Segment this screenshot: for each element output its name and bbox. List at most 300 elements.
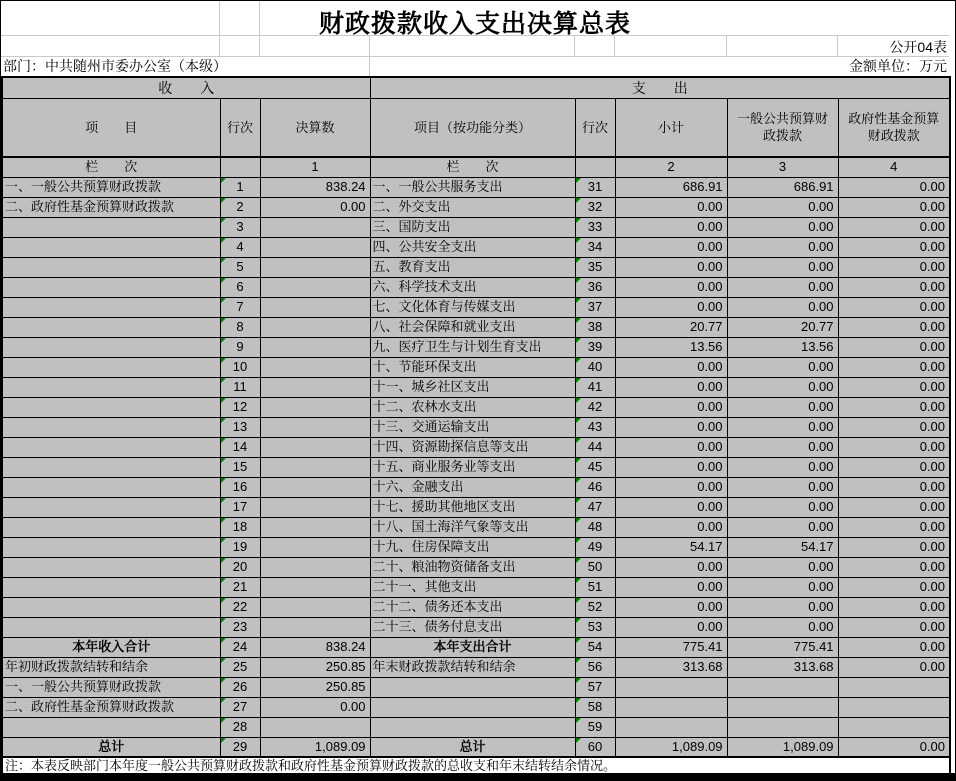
income-item-cell[interactable] [2, 697, 220, 717]
cell-corner-triangle-icon [576, 338, 581, 343]
exp-subtotal-cell[interactable] [615, 297, 727, 317]
exp-item-cell[interactable] [370, 497, 575, 517]
income-value-cell[interactable] [260, 297, 370, 317]
income-value-cell[interactable] [260, 637, 370, 657]
income-item-cell[interactable] [2, 317, 220, 337]
exp-item-cell[interactable] [370, 457, 575, 477]
income-value-cell[interactable] [260, 717, 370, 737]
income-value-cell[interactable] [260, 617, 370, 637]
exp-item-cell[interactable] [370, 357, 575, 377]
exp-line-cell[interactable] [575, 537, 615, 557]
exp-item-cell[interactable] [370, 637, 575, 657]
lanci-blank-cell[interactable] [575, 157, 615, 177]
exp-line-cell[interactable] [575, 337, 615, 357]
income-item-cell[interactable] [2, 177, 220, 197]
exp-fund-cell[interactable] [838, 537, 950, 557]
exp-line-cell[interactable] [575, 677, 615, 697]
income-item-cell-text: 本年收入合计 [72, 639, 151, 654]
exp-item-cell[interactable] [370, 297, 575, 317]
exp-item-cell[interactable] [370, 697, 575, 717]
exp-line-cell-text: 50 [587, 559, 603, 574]
exp-line-cell[interactable] [575, 297, 615, 317]
exp-subtotal-cell[interactable] [615, 597, 727, 617]
exp-subtotal-cell-text: 0.00 [697, 439, 723, 454]
exp-general-cell-text: 0.00 [808, 399, 834, 414]
exp-item-cell[interactable] [370, 437, 575, 457]
col-header-income-item[interactable]: 项 目 [2, 98, 220, 157]
income-item-cell[interactable] [2, 477, 220, 497]
exp-subtotal-cell[interactable] [615, 277, 727, 297]
income-line-cell[interactable] [220, 657, 260, 677]
income-item-cell[interactable] [2, 577, 220, 597]
exp-fund-cell[interactable] [838, 337, 950, 357]
exp-subtotal-cell[interactable] [615, 657, 727, 677]
exp-line-cell[interactable] [575, 577, 615, 597]
income-value-cell[interactable] [260, 417, 370, 437]
exp-general-cell[interactable] [727, 297, 838, 317]
exp-general-cell[interactable] [727, 257, 838, 277]
exp-subtotal-cell[interactable] [615, 177, 727, 197]
exp-subtotal-cell[interactable] [615, 637, 727, 657]
cell-corner-triangle-icon [576, 558, 581, 563]
exp-item-cell[interactable] [370, 477, 575, 497]
exp-subtotal-cell-text: 0.00 [697, 219, 723, 234]
exp-general-cell-text: 0.00 [808, 299, 834, 314]
income-value-cell[interactable] [260, 317, 370, 337]
exp-line-cell[interactable] [575, 617, 615, 637]
exp-fund-cell[interactable] [838, 237, 950, 257]
income-value-cell[interactable] [260, 497, 370, 517]
exp-line-cell-text: 57 [587, 679, 603, 694]
cell-corner-triangle-icon [576, 638, 581, 643]
income-line-cell[interactable] [220, 737, 260, 757]
exp-fund-cell[interactable] [838, 617, 950, 637]
col-header-exp-subtotal[interactable]: 小计 [615, 98, 727, 157]
exp-subtotal-cell[interactable] [615, 417, 727, 437]
exp-subtotal-cell[interactable] [615, 257, 727, 277]
column-number-3[interactable]: 3 [727, 157, 838, 177]
exp-subtotal-cell-text: 686.91 [682, 179, 723, 194]
income-line-cell[interactable] [220, 317, 260, 337]
exp-general-cell[interactable] [727, 397, 838, 417]
exp-line-cell[interactable] [575, 317, 615, 337]
exp-subtotal-cell[interactable] [615, 537, 727, 557]
income-line-cell[interactable] [220, 697, 260, 717]
exp-item-cell[interactable] [370, 557, 575, 577]
exp-item-cell-text: 十一、城乡社区支出 [372, 379, 490, 394]
income-item-cell[interactable] [2, 497, 220, 517]
exp-line-cell[interactable] [575, 597, 615, 617]
income-line-cell[interactable] [220, 717, 260, 737]
income-line-cell[interactable] [220, 557, 260, 577]
income-item-cell[interactable] [2, 517, 220, 537]
exp-fund-cell-text: 0.00 [919, 599, 946, 614]
table-row [2, 317, 950, 337]
exp-general-cell[interactable] [727, 697, 838, 717]
col-header-income-line[interactable]: 行次 [220, 98, 260, 157]
exp-line-cell[interactable] [575, 557, 615, 577]
exp-item-cell[interactable] [370, 277, 575, 297]
income-item-cell[interactable] [2, 617, 220, 637]
exp-line-cell-text: 32 [587, 199, 603, 214]
income-value-cell[interactable] [260, 737, 370, 757]
exp-line-cell[interactable] [575, 477, 615, 497]
exp-fund-cell[interactable] [838, 497, 950, 517]
income-line-cell[interactable] [220, 617, 260, 637]
exp-fund-cell[interactable] [838, 577, 950, 597]
exp-subtotal-cell[interactable] [615, 717, 727, 737]
exp-line-cell[interactable] [575, 217, 615, 237]
exp-subtotal-cell[interactable] [615, 437, 727, 457]
exp-line-cell[interactable] [575, 257, 615, 277]
exp-fund-cell[interactable] [838, 717, 950, 737]
income-value-cell[interactable] [260, 197, 370, 217]
income-item-cell[interactable] [2, 217, 220, 237]
income-item-cell[interactable] [2, 637, 220, 657]
income-item-cell[interactable] [2, 397, 220, 417]
exp-item-cell[interactable] [370, 577, 575, 597]
cell-corner-triangle-icon [576, 378, 581, 383]
income-line-cell[interactable] [220, 297, 260, 317]
section-header-row [2, 77, 950, 98]
income-item-cell[interactable] [2, 197, 220, 217]
exp-subtotal-cell[interactable] [615, 237, 727, 257]
table-row [2, 737, 950, 757]
col-header-exp-general[interactable]: 一般公共预算财政拨款 [727, 98, 838, 157]
income-item-cell[interactable] [2, 337, 220, 357]
income-value-cell[interactable] [260, 677, 370, 697]
exp-fund-cell[interactable] [838, 677, 950, 697]
exp-subtotal-cell[interactable] [615, 377, 727, 397]
exp-fund-cell[interactable] [838, 517, 950, 537]
income-line-cell[interactable] [220, 337, 260, 357]
income-value-cell[interactable] [260, 517, 370, 537]
exp-general-cell[interactable] [727, 177, 838, 197]
income-item-cell[interactable] [2, 677, 220, 697]
income-value-cell[interactable] [260, 177, 370, 197]
exp-general-cell[interactable] [727, 437, 838, 457]
exp-fund-cell[interactable] [838, 477, 950, 497]
exp-item-cell[interactable] [370, 237, 575, 257]
exp-general-cell-text: 0.00 [808, 599, 834, 614]
exp-fund-cell[interactable] [838, 177, 950, 197]
column-number-4[interactable]: 4 [838, 157, 950, 177]
income-line-cell[interactable] [220, 217, 260, 237]
exp-item-cell[interactable] [370, 197, 575, 217]
exp-general-cell-text: 0.00 [808, 239, 834, 254]
exp-item-cell[interactable] [370, 177, 575, 197]
exp-fund-cell-text: 0.00 [919, 519, 946, 534]
exp-subtotal-cell[interactable] [615, 697, 727, 717]
exp-line-cell[interactable] [575, 717, 615, 737]
income-line-cell[interactable] [220, 597, 260, 617]
exp-general-cell[interactable] [727, 337, 838, 357]
exp-fund-cell[interactable] [838, 357, 950, 377]
exp-general-cell[interactable] [727, 497, 838, 517]
exp-general-cell[interactable] [727, 517, 838, 537]
exp-general-cell[interactable] [727, 577, 838, 597]
exp-line-cell[interactable] [575, 637, 615, 657]
exp-fund-cell-text: 0.00 [919, 279, 946, 294]
exp-line-cell-text: 33 [587, 219, 603, 234]
exp-item-cell[interactable] [370, 337, 575, 357]
exp-item-cell[interactable] [370, 617, 575, 637]
exp-line-cell[interactable] [575, 377, 615, 397]
exp-subtotal-cell[interactable] [615, 517, 727, 537]
exp-line-cell[interactable] [575, 277, 615, 297]
exp-subtotal-cell[interactable] [615, 457, 727, 477]
exp-fund-cell[interactable] [838, 277, 950, 297]
exp-item-cell[interactable] [370, 717, 575, 737]
col-header-exp-line[interactable]: 行次 [575, 98, 615, 157]
income-line-cell[interactable] [220, 517, 260, 537]
exp-item-cell[interactable] [370, 517, 575, 537]
exp-line-cell-text: 52 [587, 599, 603, 614]
income-item-cell[interactable] [2, 437, 220, 457]
exp-general-cell[interactable] [727, 677, 838, 697]
exp-item-cell[interactable] [370, 737, 575, 757]
income-line-cell[interactable] [220, 177, 260, 197]
exp-subtotal-cell[interactable] [615, 337, 727, 357]
exp-subtotal-cell[interactable] [615, 197, 727, 217]
exp-line-cell[interactable] [575, 457, 615, 477]
exp-fund-cell[interactable] [838, 257, 950, 277]
income-value-cell[interactable] [260, 377, 370, 397]
exp-fund-cell[interactable] [838, 377, 950, 397]
income-item-cell[interactable] [2, 237, 220, 257]
income-line-cell-text: 10 [232, 359, 248, 374]
income-line-cell-text: 15 [232, 459, 248, 474]
exp-line-cell[interactable] [575, 437, 615, 457]
income-value-cell[interactable] [260, 477, 370, 497]
exp-general-cell[interactable] [727, 597, 838, 617]
income-value-cell[interactable] [260, 257, 370, 277]
income-value-cell[interactable] [260, 657, 370, 677]
exp-line-cell[interactable] [575, 237, 615, 257]
exp-general-cell[interactable] [727, 737, 838, 757]
income-item-cell[interactable] [2, 277, 220, 297]
cell-corner-triangle-icon [576, 198, 581, 203]
table-row [2, 377, 950, 397]
exp-fund-cell[interactable] [838, 297, 950, 317]
exp-general-cell[interactable] [727, 377, 838, 397]
exp-general-cell[interactable] [727, 197, 838, 217]
income-line-cell-text: 6 [236, 279, 244, 294]
exp-item-cell[interactable] [370, 217, 575, 237]
exp-item-cell[interactable] [370, 657, 575, 677]
exp-fund-cell[interactable] [838, 557, 950, 577]
exp-general-cell[interactable] [727, 317, 838, 337]
exp-line-cell-text: 44 [587, 439, 603, 454]
income-item-cell[interactable] [2, 357, 220, 377]
col-header-exp-fund[interactable]: 政府性基金预算财政拨款 [838, 98, 950, 157]
income-line-cell[interactable] [220, 437, 260, 457]
exp-subtotal-cell[interactable] [615, 217, 727, 237]
income-line-cell[interactable] [220, 397, 260, 417]
income-line-cell[interactable] [220, 457, 260, 477]
income-line-cell[interactable] [220, 577, 260, 597]
income-line-cell[interactable] [220, 197, 260, 217]
exp-line-cell[interactable] [575, 197, 615, 217]
exp-item-cell[interactable] [370, 417, 575, 437]
exp-item-cell[interactable] [370, 597, 575, 617]
exp-fund-cell[interactable] [838, 397, 950, 417]
income-line-cell[interactable] [220, 497, 260, 517]
col-header-income-value[interactable]: 决算数 [260, 98, 370, 157]
column-number-2[interactable]: 2 [615, 157, 727, 177]
exp-item-cell-text: 十四、资源勘探信息等支出 [372, 439, 529, 454]
exp-line-cell[interactable] [575, 417, 615, 437]
exp-item-cell[interactable] [370, 257, 575, 277]
income-value-cell[interactable] [260, 277, 370, 297]
exp-item-cell[interactable] [370, 537, 575, 557]
exp-line-cell[interactable] [575, 657, 615, 677]
income-value-cell[interactable] [260, 237, 370, 257]
exp-subtotal-cell-text: 0.00 [697, 479, 723, 494]
income-line-cell[interactable] [220, 357, 260, 377]
exp-line-cell[interactable] [575, 517, 615, 537]
exp-fund-cell[interactable] [838, 457, 950, 477]
income-value-cell[interactable] [260, 437, 370, 457]
exp-subtotal-cell[interactable] [615, 737, 727, 757]
lanci-label-exp[interactable]: 栏 次 [370, 157, 575, 177]
exp-subtotal-cell[interactable] [615, 577, 727, 597]
exp-general-cell[interactable] [727, 477, 838, 497]
exp-subtotal-cell[interactable] [615, 557, 727, 577]
exp-fund-cell[interactable] [838, 697, 950, 717]
income-line-cell[interactable] [220, 257, 260, 277]
exp-subtotal-cell[interactable] [615, 397, 727, 417]
income-item-cell[interactable] [2, 657, 220, 677]
exp-subtotal-cell[interactable] [615, 677, 727, 697]
exp-line-cell-text: 34 [587, 239, 603, 254]
income-section-header[interactable]: 收 入 [2, 77, 370, 98]
income-item-cell[interactable] [2, 537, 220, 557]
income-item-cell[interactable] [2, 557, 220, 577]
exp-general-cell[interactable] [727, 537, 838, 557]
cell-corner-triangle-icon [221, 518, 226, 523]
exp-fund-cell[interactable] [838, 197, 950, 217]
exp-line-cell[interactable] [575, 177, 615, 197]
expenditure-section-header[interactable]: 支 出 [370, 77, 950, 98]
income-item-cell[interactable] [2, 597, 220, 617]
exp-item-cell[interactable] [370, 377, 575, 397]
lanci-blank-cell[interactable] [220, 157, 260, 177]
exp-general-cell[interactable] [727, 617, 838, 637]
income-item-cell[interactable] [2, 297, 220, 317]
income-value-cell[interactable] [260, 357, 370, 377]
exp-line-cell[interactable] [575, 397, 615, 417]
exp-item-cell-text: 三、国防支出 [372, 219, 451, 234]
exp-fund-cell[interactable] [838, 637, 950, 657]
income-line-cell[interactable] [220, 377, 260, 397]
exp-general-cell[interactable] [727, 417, 838, 437]
income-line-cell-text: 17 [232, 499, 248, 514]
exp-general-cell[interactable] [727, 217, 838, 237]
income-line-cell-text: 11 [233, 379, 247, 394]
income-line-cell[interactable] [220, 417, 260, 437]
income-value-cell[interactable] [260, 577, 370, 597]
income-value-cell-text: 1,089.09 [314, 738, 366, 754]
income-item-cell[interactable] [2, 257, 220, 277]
exp-item-cell-text: 二十二、债务还本支出 [372, 599, 503, 614]
cell-corner-triangle-icon [221, 558, 226, 563]
exp-general-cell[interactable] [727, 357, 838, 377]
exp-fund-cell[interactable] [838, 437, 950, 457]
income-line-cell[interactable] [220, 637, 260, 657]
exp-fund-cell[interactable] [838, 657, 950, 677]
exp-subtotal-cell-text: 0.00 [697, 579, 723, 594]
exp-line-cell[interactable] [575, 697, 615, 717]
exp-fund-cell[interactable] [838, 217, 950, 237]
table-row [2, 557, 950, 577]
income-value-cell[interactable] [260, 337, 370, 357]
cell-corner-triangle-icon [576, 218, 581, 223]
exp-item-cell[interactable] [370, 317, 575, 337]
exp-item-cell[interactable] [370, 397, 575, 417]
exp-line-cell[interactable] [575, 737, 615, 757]
income-value-cell[interactable] [260, 537, 370, 557]
exp-fund-cell[interactable] [838, 597, 950, 617]
exp-general-cell[interactable] [727, 657, 838, 677]
income-value-cell[interactable] [260, 557, 370, 577]
cell-corner-triangle-icon [221, 358, 226, 363]
exp-fund-cell[interactable] [838, 417, 950, 437]
income-line-cell[interactable] [220, 277, 260, 297]
exp-general-cell[interactable] [727, 557, 838, 577]
exp-subtotal-cell[interactable] [615, 357, 727, 377]
income-item-cell[interactable] [2, 737, 220, 757]
exp-general-cell[interactable] [727, 717, 838, 737]
income-line-cell[interactable] [220, 677, 260, 697]
income-item-cell[interactable] [2, 717, 220, 737]
income-item-cell[interactable] [2, 377, 220, 397]
exp-fund-cell-text: 0.00 [919, 319, 946, 334]
income-line-cell[interactable] [220, 477, 260, 497]
exp-line-cell[interactable] [575, 357, 615, 377]
income-value-cell[interactable] [260, 697, 370, 717]
exp-subtotal-cell[interactable] [615, 477, 727, 497]
exp-subtotal-cell[interactable] [615, 497, 727, 517]
exp-item-cell-text: 十、节能环保支出 [372, 359, 477, 374]
exp-general-cell[interactable] [727, 277, 838, 297]
exp-general-cell[interactable] [727, 457, 838, 477]
income-line-cell-text: 7 [236, 299, 244, 314]
income-value-cell[interactable] [260, 217, 370, 237]
exp-subtotal-cell[interactable] [615, 617, 727, 637]
lanci-label-income[interactable]: 栏 次 [2, 157, 220, 177]
exp-fund-cell[interactable] [838, 737, 950, 757]
income-line-cell[interactable] [220, 237, 260, 257]
income-value-cell[interactable] [260, 597, 370, 617]
income-item-cell[interactable] [2, 457, 220, 477]
table-row [2, 237, 950, 257]
exp-general-cell[interactable] [727, 637, 838, 657]
income-value-cell[interactable] [260, 397, 370, 417]
col-header-exp-item[interactable]: 项目（按功能分类） [370, 98, 575, 157]
column-number-1[interactable]: 1 [260, 157, 370, 177]
exp-general-cell[interactable] [727, 237, 838, 257]
exp-general-cell-text: 313.68 [793, 659, 834, 674]
exp-line-cell[interactable] [575, 497, 615, 517]
table-row [2, 657, 950, 677]
income-line-cell[interactable] [220, 537, 260, 557]
exp-fund-cell[interactable] [838, 317, 950, 337]
income-value-cell[interactable] [260, 457, 370, 477]
exp-subtotal-cell[interactable] [615, 317, 727, 337]
income-item-cell[interactable] [2, 417, 220, 437]
exp-item-cell[interactable] [370, 677, 575, 697]
